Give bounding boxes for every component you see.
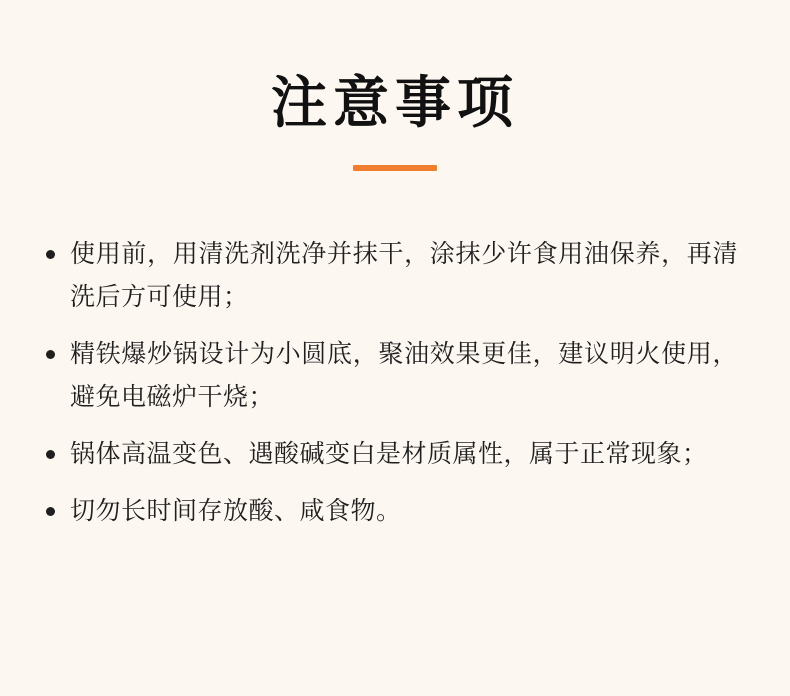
list-item [42,333,738,419]
bullet-icon [46,507,55,516]
bullet-icon [46,350,55,359]
list-item [42,490,738,533]
title-underline-divider [353,165,437,171]
note-text: 锅体高温变色、遇酸碱变白是材质属性，属于正常现象； [70,439,708,468]
note-text: 使用前，用清洗剂洗净并抹干，涂抹少许食用油保养，再清洗后方可使用； [70,239,738,311]
note-text: 精铁爆炒锅设计为小圆底，聚油效果更佳，建议明火使用，避免电磁炉干烧； [70,339,738,411]
list-item [42,433,738,476]
bullet-icon [46,250,55,259]
bullet-icon [46,450,55,459]
title-block [0,0,790,171]
page-title: 注意事项 [271,71,519,134]
note-text: 切勿长时间存放酸、咸食物。 [70,496,402,525]
notes-list [0,233,790,533]
list-item [42,233,738,319]
